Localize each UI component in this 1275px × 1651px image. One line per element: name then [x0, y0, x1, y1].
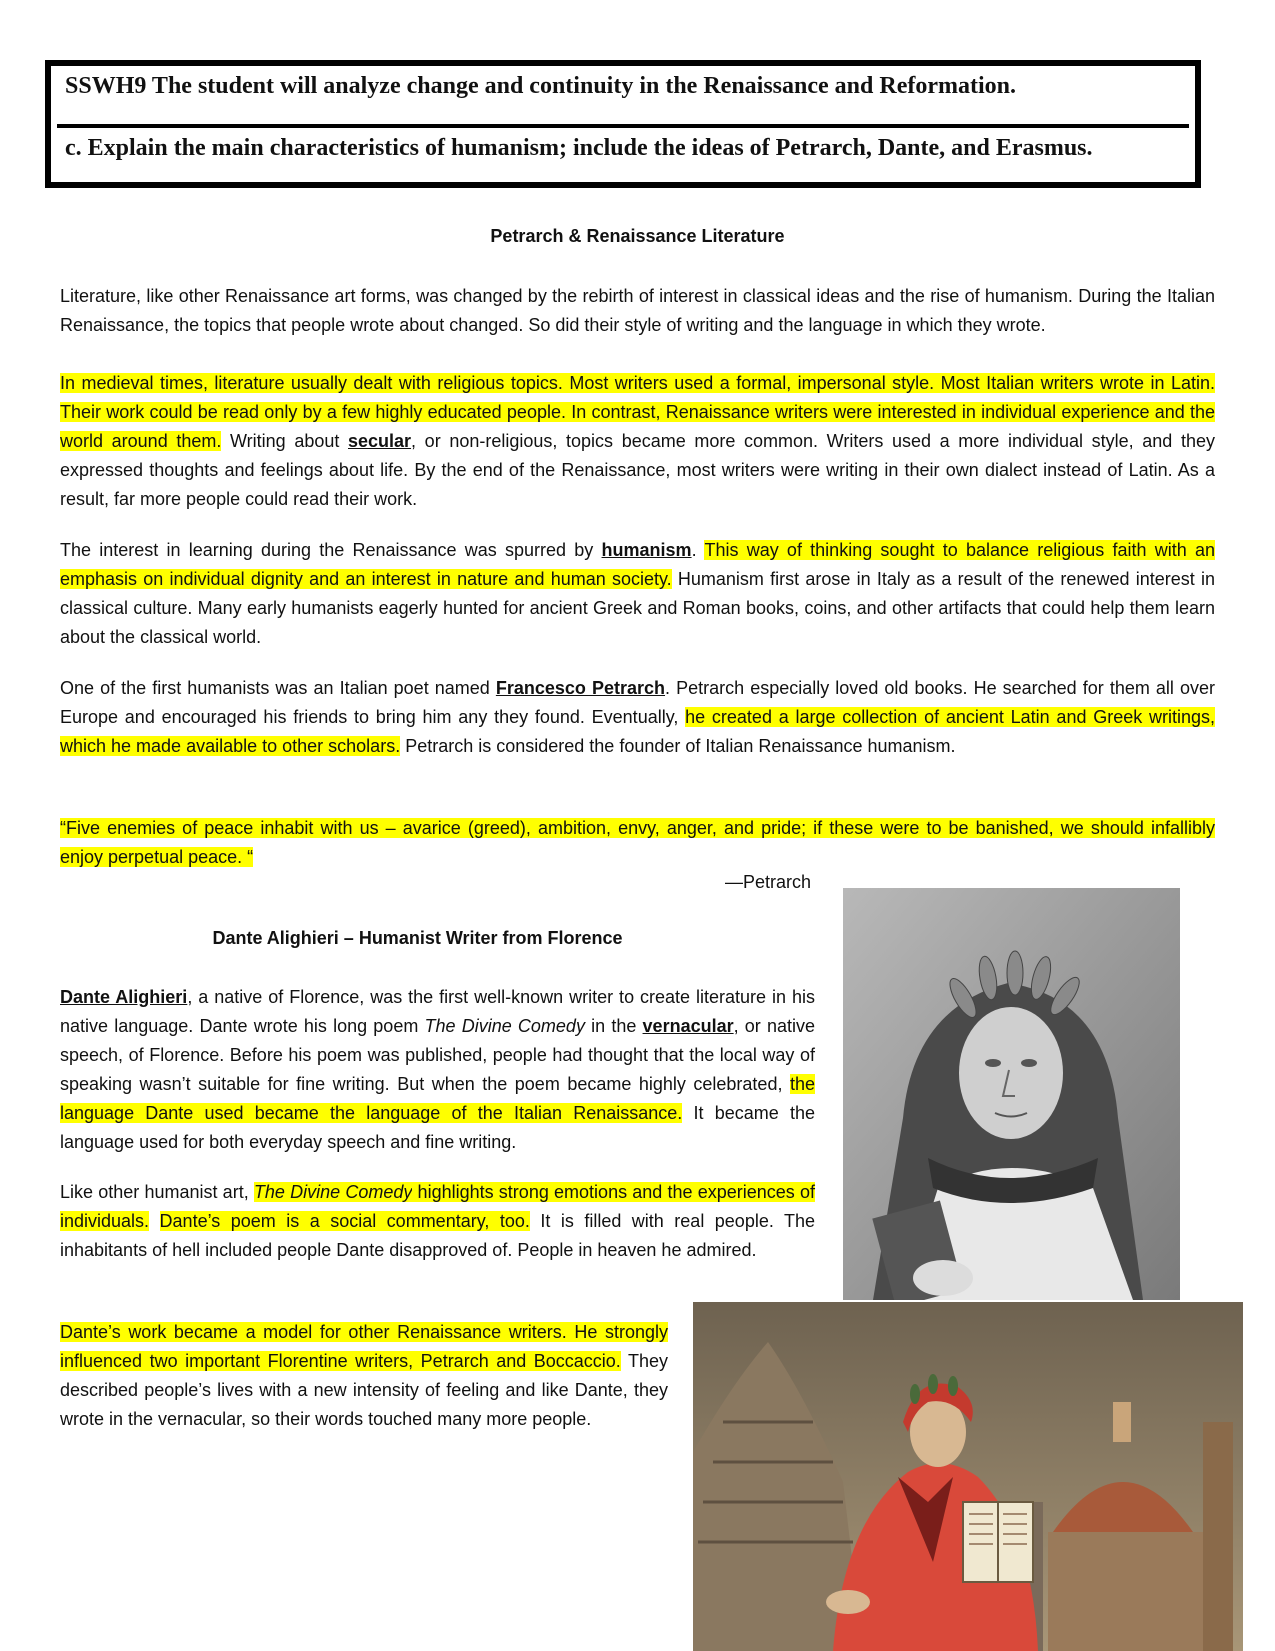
paragraph-intro — [60, 282, 1215, 340]
highlight-text: he created a large collection of ancient Latin and Greek writings, which he made available to other scholars. — [60, 707, 1216, 756]
text-span: The interest in learning during the Renaissance was spurred by — [60, 540, 602, 560]
highlight-text: This way of thinking sought to balance religious faith with an emphasis on individual dignity and an interest in nature and human society. — [60, 540, 1215, 589]
quote-text: “Five enemies of peace inhabit with us – avarice (greed), ambition, envy, anger, and pride; if these were to be banished, we should infallibly enjoy perpetual peace. “ — [60, 818, 1215, 867]
text-span: , or native speech, of Florence. Before his poem was published, people had thought that the local way of speaking wasn’t suitable for fine writing. But when the poem became highly celebrated, — [60, 1016, 816, 1094]
text-span: Petrarch is considered the founder of Italian Renaissance humanism. — [400, 736, 956, 756]
paragraph-divine-comedy — [60, 1178, 815, 1265]
paragraph-dante — [60, 983, 815, 1157]
paragraph-petrarch — [60, 674, 1215, 761]
highlight-text: Dante’s poem is a social commentary, too. — [159, 1211, 530, 1231]
text-span: They described people’s lives with a new intensity of feeling and like Dante, they wrote in the vernacular, so their words touched many more people. — [60, 1351, 668, 1429]
text-span: Like other humanist art, — [60, 1182, 254, 1202]
paragraph-influence — [60, 1318, 668, 1434]
section1-title: Petrarch & Renaissance Literature — [490, 226, 785, 246]
highlight-text: Dante’s work became a model for other Renaissance writers. He strongly influenced two important Florentine writers, Petrarch and Boccaccio. — [60, 1322, 668, 1371]
text-span: , or non-religious, topics became more common. Writers used a more individual style, and they expressed thoughts and feelings about life. By the end of the Renaissance, most writers were writing in their own dialect instead of Latin. As a result, far more people could read their work. — [60, 431, 1215, 509]
highlight-text: highlights strong emotions and the experiences of individuals. — [60, 1182, 815, 1231]
text-span: Humanism first arose in Italy as a result of the renewed interest in classical culture. Many early humanists eagerly hunted for ancient Greek and Roman books, coins, and other artifacts that could help them learn about the classical world. — [60, 569, 1215, 647]
term-humanism: humanism — [601, 540, 692, 560]
text-span: in the — [584, 1016, 643, 1036]
paragraph-medieval — [60, 369, 1215, 514]
italic-title: The Divine Comedy — [253, 1182, 413, 1202]
quote-attribution: —Petrarch — [725, 872, 812, 892]
term-secular: secular — [348, 431, 412, 451]
text-span: It is filled with real people. The inhabitants of hell included people Dante disapproved of. People in heaven he admired. — [60, 1211, 816, 1260]
petrarch-portrait-image — [843, 888, 1180, 1300]
paragraph-intro-text: Literature, like other Renaissance art forms, was changed by the rebirth of interest in classical ideas and the rise of humanism. During the Italian Renaissance, the topics that people wrote about changed. So did their style of writing and the language in which they wrote. — [60, 286, 1215, 335]
text-span: One of the first humanists was an Italian poet named — [60, 678, 496, 698]
text-span: Writing about — [221, 431, 348, 451]
term-francesco-petrarch: Francesco Petrarch — [495, 678, 666, 698]
term-dante-alighieri: Dante Alighieri — [60, 987, 188, 1007]
text-span: It became the language used for both everyday speech and fine writing. — [60, 1103, 815, 1152]
text-span: . Petrarch especially loved old books. He searched for them all over Europe and encouraged his friends to bring him any they found. Eventually, — [60, 678, 1215, 727]
highlight-text: the language Dante used became the language of the Italian Renaissance. — [60, 1074, 815, 1123]
italic-title: The Divine Comedy — [424, 1016, 585, 1036]
dante-painting-image — [693, 1302, 1243, 1651]
standard-box — [45, 60, 1201, 188]
text-span: . — [691, 540, 705, 560]
paragraph-humanism — [60, 536, 1215, 652]
section2-title: Dante Alighieri – Humanist Writer from Florence — [212, 928, 623, 948]
petrarch-quote — [60, 814, 1215, 872]
term-vernacular: vernacular — [642, 1016, 734, 1036]
standard-line-2: c. Explain the main characteristics of humanism; include the ideas of Petrarch, Dante, and Erasmus. — [65, 135, 1093, 161]
standard-line-1: SSWH9 The student will analyze change and continuity in the Renaissance and Reformation. — [57, 66, 1189, 128]
highlight-text: In medieval times, literature usually dealt with religious topics. Most writers used a formal, impersonal style. Most Italian writers wrote in Latin. Their work could be read only by a few highly educated people. In contrast, Renaissance writers were interested in individual experience and the world around them. — [60, 373, 1215, 451]
text-span: , a native of Florence, was the first well-known writer to create literature in his native language. Dante wrote his long poem — [60, 987, 815, 1036]
